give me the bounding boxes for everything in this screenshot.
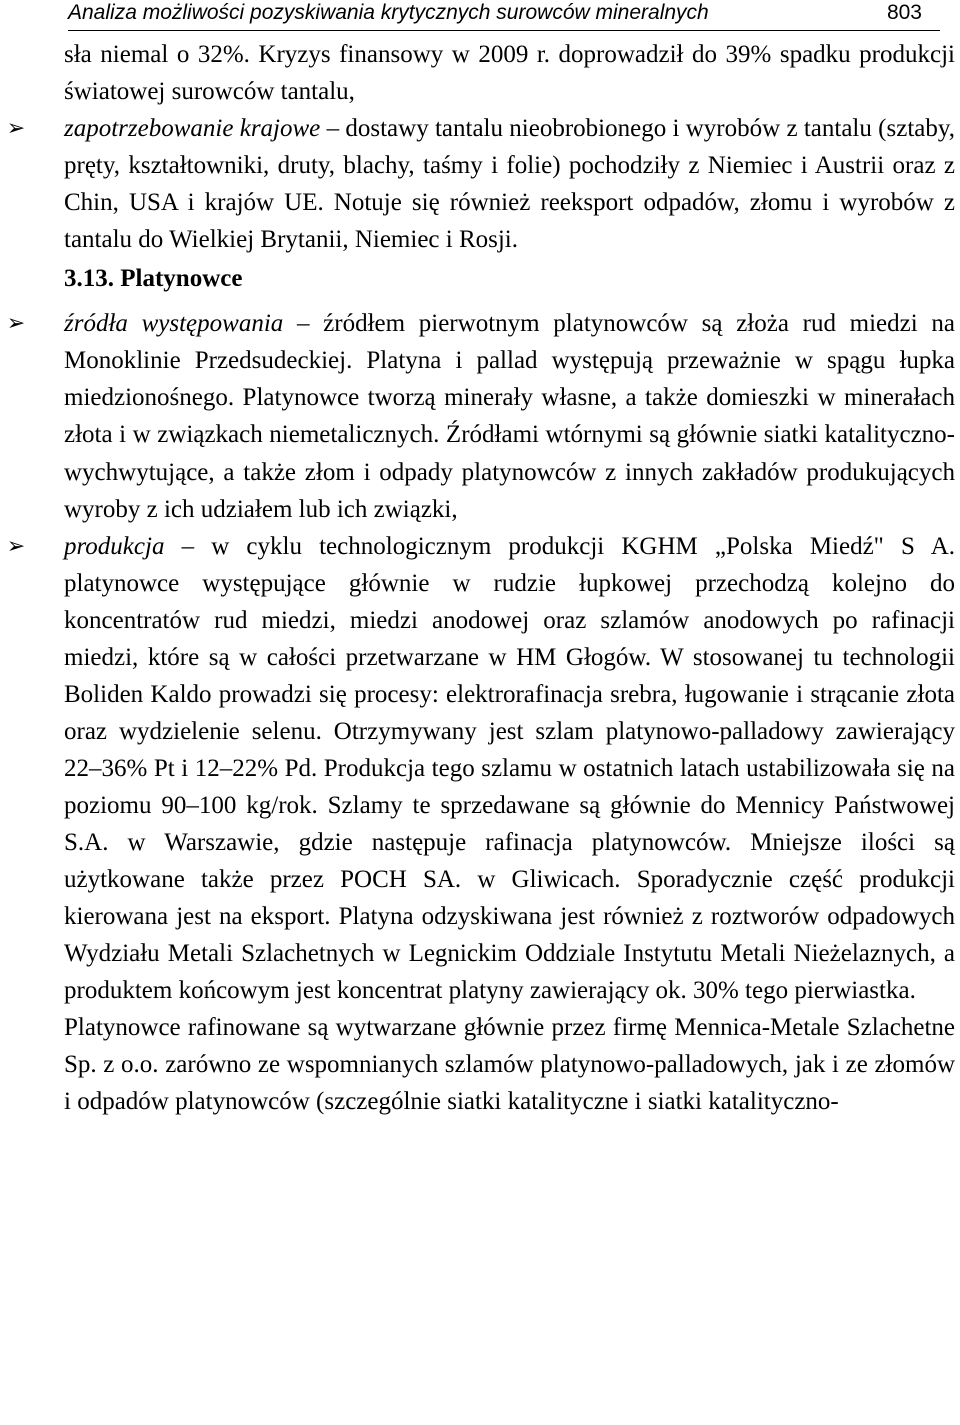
- running-header: [68, 0, 940, 31]
- section-heading: 3.13. Platynowce: [64, 265, 243, 293]
- bullet-item-demand: [6, 110, 955, 258]
- page-number: 803: [886, 1, 922, 24]
- bullet-item-production: [6, 528, 955, 1010]
- arrowhead-bullet-icon: ➢: [6, 533, 26, 559]
- bullet-item-sources: [6, 305, 955, 527]
- bullet-text: – dostawy tantalu nieobrobionego i wyrobów z tantalu (sztaby, pręty, kształtowniki, druty, blachy, taśmy i folie) pochodziły z Niemiec i Austrii oraz z Chin, USA i krajów UE. Notuje się również reeksport odpadów, złomu i wyrobów z tantalu do Wielkiej Brytanii, Niemiec i Rosji.: [64, 115, 955, 254]
- document-body: [6, 36, 955, 1120]
- arrowhead-bullet-icon: ➢: [6, 311, 26, 337]
- bullet-term: produkcja: [64, 532, 165, 560]
- bullet-text: – w cyklu technologicznym produkcji KGHM „Polska Miedź" S A. platynowce występujące głównie w rudzie łupkowej przechodzą kolejno do koncentratów rud miedzi, miedzi anodowej oraz szlamów anodowych po rafinacji miedzi, które są w całości przetwarzane w HM Głogów. W stosowanej tu technologii Boliden Kaldo prowadzi się procesy: elektrorafinacja srebra, ługowanie i strącanie złota oraz wydzielenie selenu. Otrzymywany jest szlam platynowo-palladowy zawierający 22–36% Pt i 12–22% Pd. Produkcja tego szlamu w ostatnich latach ustabilizowała się na poziomu 90–100 kg/rok. Szlamy te sprzedawane są głównie do Mennicy Państwowej S.A. w Warszawie, gdzie następuje rafinacja platynowców. Mniejsze ilości są użytkowane także przez POCH SA. w Gliwicach. Sporadycznie część produkcji kierowana jest na eksport. Platyna odzyskiwana jest również z roztworów odpadowych Wydziału Metali Szlachetnych w Legnickim Oddziale Instytutu Metali Nieżelaznych, a produktem końcowym jest koncentrat platyny zawierający ok. 30% tego pierwiastka.: [64, 532, 955, 1005]
- header-title: Analiza możliwości pozyskiwania krytycznych surowców mineralnych: [68, 1, 709, 24]
- arrowhead-bullet-icon: ➢: [6, 116, 26, 142]
- paragraph: Platynowce rafinowane są wytwarzane głównie przez firmę Mennica-Metale Szlachetne Sp. z o.o. zarówno ze wspomnianych szlamów platynowo-palladowych, jak i ze złomów i odpadów platynowców (szczególnie siatki katalityczne i siatki katalityczno-: [64, 1014, 955, 1116]
- bullet-term: źródła występowania: [64, 310, 284, 338]
- bullet-term: zapotrzebowanie krajowe: [64, 115, 321, 143]
- paragraph: sła niemal o 32%. Kryzys finansowy w 2009 r. doprowadził do 39% spadku produkcji światowej surowców tantalu,: [64, 41, 955, 106]
- bullet-text: – źródłem pierwotnym platynowców są złoża rud miedzi na Monoklinie Przedsudeckiej. Platyna i pallad występują przeważnie w spągu łupka miedzionośnego. Platynowce tworzą minerały własne, a także domieszki w minerałach złota i w związkach niemetalicznych. Źródłami wtórnymi są głównie siatki katalityczno-wychwytujące, a także złom i odpady platynowców z innych zakładów produkujących wyroby z ich udziałem lub ich związki,: [64, 310, 955, 523]
